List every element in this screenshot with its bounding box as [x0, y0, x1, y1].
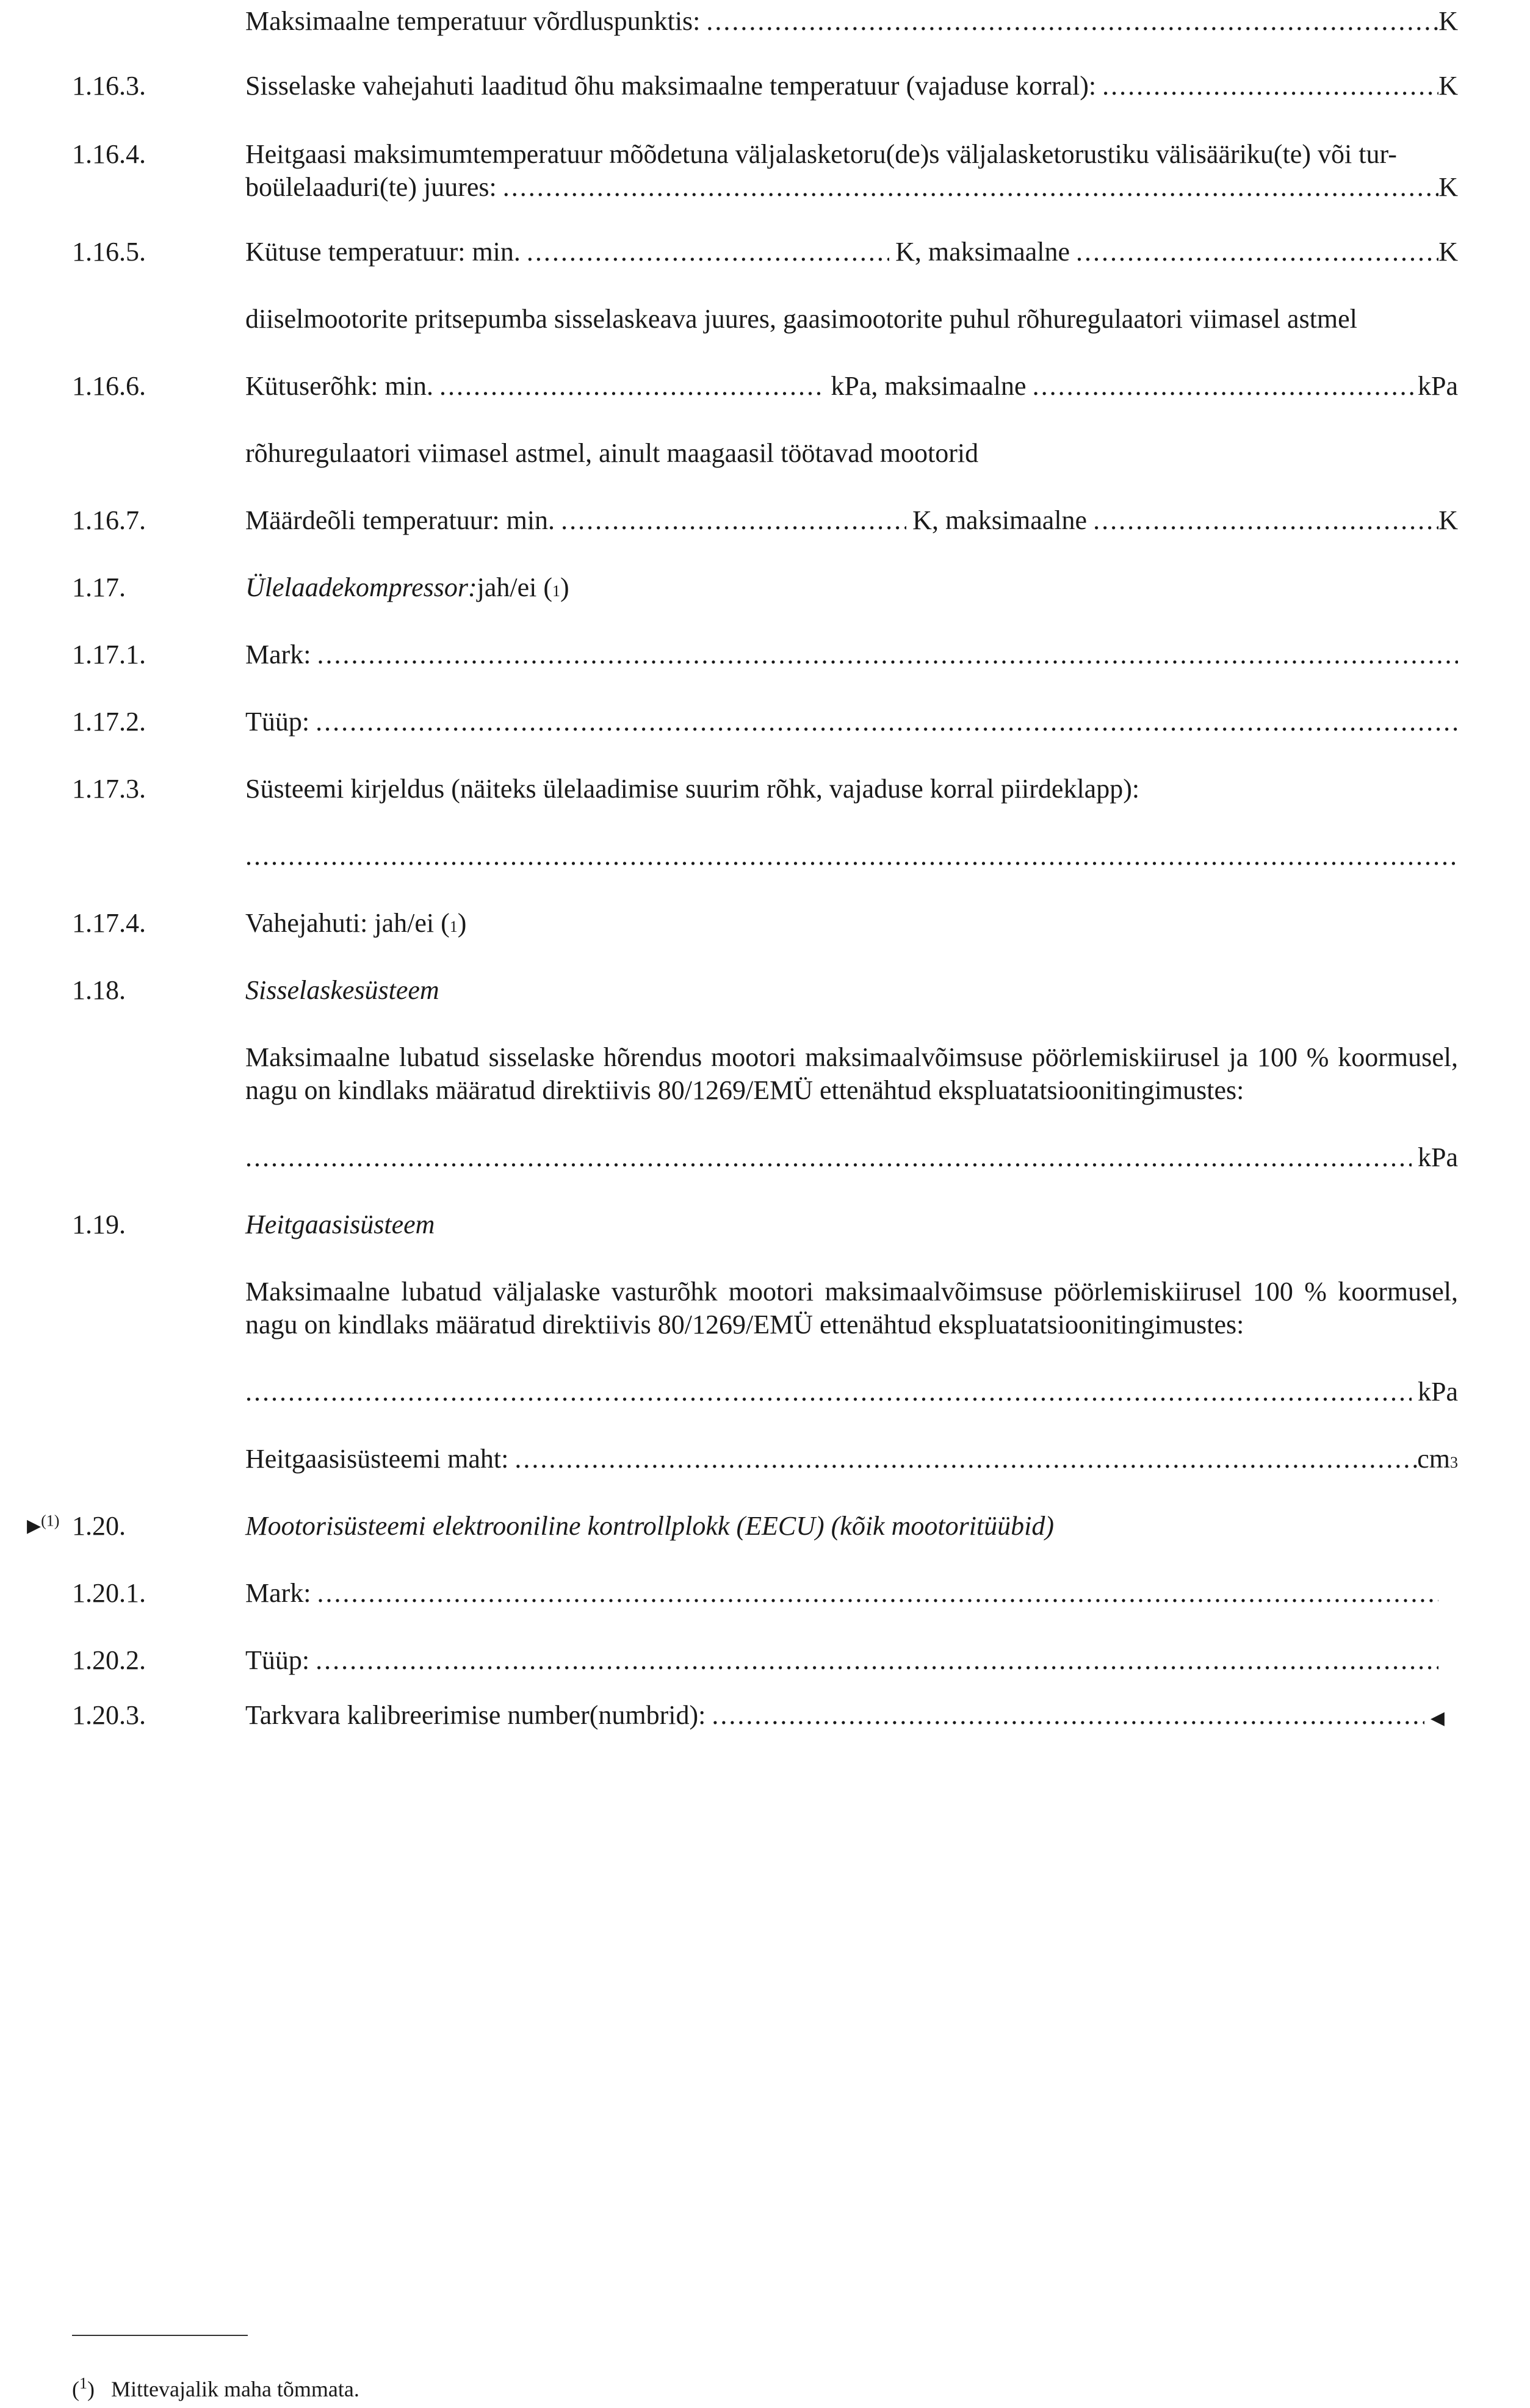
section-title: Sisselaskesüsteem [245, 975, 439, 1005]
item-number: 1.16.3. [72, 71, 146, 101]
field-label: Heitgaasisüsteemi maht: [245, 1444, 509, 1474]
field-label: Sisselaske vahejahuti laaditud õhu maksimaalne temperatuur (vajaduse korral): [245, 71, 1097, 101]
mid-label: kPa, maksimaalne [831, 371, 1027, 401]
field-label: Mark: [245, 640, 311, 669]
note-text: rõhuregulaatori viimasel astmel, ainult maagaasil töötavad mootorid [245, 438, 979, 468]
triangle-left-icon: ◀ [1430, 1708, 1445, 1728]
fill-dots [316, 1644, 1438, 1677]
item-number: 1.17.4. [72, 908, 146, 938]
fill-dots [561, 504, 906, 537]
footnote-text: Mittevajalik maha tõmmata. [111, 2377, 359, 2401]
fill-dots [514, 1443, 1417, 1476]
mid-label: K, maksimaalne [912, 505, 1088, 535]
triangle-right-icon: ▶ [27, 1516, 41, 1536]
fill-dots [245, 840, 1458, 873]
fill-dots [706, 5, 1438, 38]
fill-dots [317, 1577, 1438, 1610]
footnote: ($^1$) Mittevajalik maha tõmmata. [72, 2374, 359, 2401]
field-label: Maksimaalne temperatuur võrdluspunktis: [245, 6, 701, 36]
unit-label: kPa [1418, 1377, 1458, 1407]
section-title: Heitgaasisüsteem [245, 1209, 435, 1239]
unit-label: kPa [1418, 1142, 1458, 1172]
item-number: 1.20.3. [72, 1700, 146, 1730]
field-label: Tüüp: [245, 1645, 310, 1675]
field-label: Määrdeõli temperatuur: min. [245, 505, 555, 535]
fill-dots [316, 705, 1458, 738]
unit-label: K [1438, 237, 1458, 267]
mid-label: K, maksimaalne [895, 237, 1070, 267]
field-label: Vahejahuti: jah/ei ( [245, 908, 450, 938]
unit-label: cm [1417, 1444, 1450, 1474]
item-number: 1.16.5. [72, 237, 146, 267]
item-number: 1.16.6. [72, 371, 146, 401]
close-paren: ) [457, 908, 467, 938]
unit-label: K [1438, 172, 1458, 202]
item-number: 1.20.1. [72, 1578, 146, 1608]
close-paren: ) [560, 572, 569, 602]
item-number: 1.16.7. [72, 505, 146, 535]
footnote-rule [72, 2335, 248, 2336]
item-number: 1.16.4. [72, 139, 146, 169]
fill-dots [503, 171, 1438, 204]
item-number: 1.17.1. [72, 640, 146, 669]
field-label: Süsteemi kirjeldus (näiteks ülelaadimise suurim rõhk, vajaduse korral piirdeklapp): [245, 774, 1140, 804]
item-number: 1.17.2. [72, 707, 146, 737]
footnote-number: 1 [79, 2374, 87, 2392]
section-title: Mootorisüsteemi elektrooniline kontrollplokk (EECU) (kõik mootoritüübid) [245, 1511, 1055, 1541]
note-text: diiselmootorite pritsepumba sisselaskeava juures, gaasimootorite puhul rõhuregulaatori viimasel astmel [245, 304, 1357, 334]
item-number: 1.17. [72, 572, 126, 602]
fill-dots [1093, 504, 1438, 537]
item-number: 1.20.2. [72, 1645, 146, 1675]
fill-dots [245, 1375, 1412, 1408]
marker-ref: (1) [41, 1512, 60, 1530]
section-title: Ülelaadekompressor: [245, 572, 477, 602]
item-number: 1.18. [72, 975, 126, 1005]
fill-dots [527, 236, 889, 269]
field-label: Kütuse temperatuur: min. [245, 237, 521, 267]
field-label: Tarkvara kalibreerimise number(numbrid): [245, 1700, 706, 1730]
field-label: Mark: [245, 1578, 311, 1608]
paragraph-text: Maksimaalne lubatud väljalaske vasturõhk mootori maksimaalvõimsuse pöörlemiskiirusel 100 % koormusel, nagu on kindlaks määratud direktiivis 80/1269/EMÜ ettenähtud ekspluatatsioonitingimustes: [245, 1277, 1458, 1339]
fill-dots [712, 1699, 1424, 1732]
field-label: Kütuserõhk: min. [245, 371, 433, 401]
fill-dots [1033, 370, 1418, 403]
paragraph-text: Maksimaalne lubatud sisselaske hõrendus mootori maksimaalvõimsuse pöörlemiskiirusel ja 100 % koormusel, nagu on kindlaks määratud direktiivis 80/1269/EMÜ ettenähtud ekspluatatsioonitingimustes: [245, 1042, 1458, 1105]
field-label: jah/ei ( [477, 572, 553, 602]
fill-dots [245, 1141, 1412, 1174]
fill-dots [1076, 236, 1438, 269]
fill-dots [1102, 70, 1438, 103]
fill-dots [439, 370, 825, 403]
item-number: 1.20. [72, 1511, 126, 1541]
field-label: Tüüp: [245, 707, 310, 737]
field-label: boülelaaduri(te) juures: [245, 172, 497, 202]
unit-label: K [1438, 505, 1458, 535]
unit-label: K [1438, 71, 1458, 101]
fill-dots [317, 638, 1458, 671]
unit-label: K [1438, 6, 1458, 36]
item-number: 1.19. [72, 1209, 126, 1239]
amendment-marker [27, 1510, 59, 1543]
unit-label: kPa [1418, 371, 1458, 401]
field-label-line1: Heitgaasi maksimumtemperatuur mõõdetuna väljalasketoru(de)s väljalasketorustiku välisääriku(te) või tur- [245, 139, 1397, 169]
item-number: 1.17.3. [72, 774, 146, 804]
